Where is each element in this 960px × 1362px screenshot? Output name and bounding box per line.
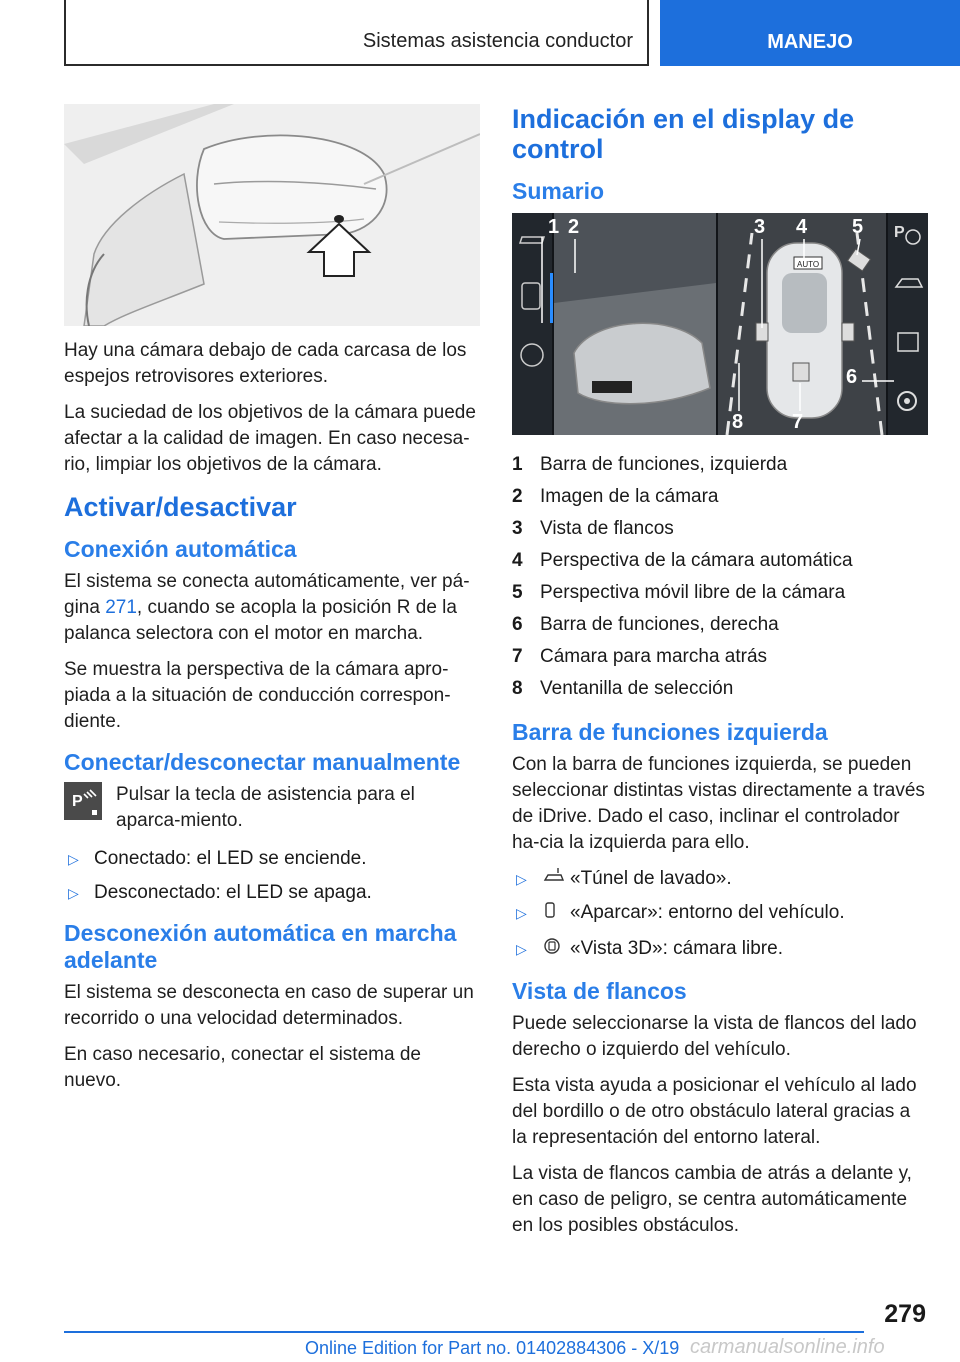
- paragraph-reconnect: En caso necesario, conectar el sistema de nuevo.: [64, 1044, 421, 1091]
- heading-manual: Conectar/desconectar manualmente: [64, 749, 461, 775]
- parking-button-row: [64, 782, 482, 834]
- paragraph-flancos-select: Puede seleccionarse la vista de flancos del lado derecho o izquierdo del vehículo.: [512, 1013, 917, 1060]
- watermark: carmanualsonline.info: [690, 1336, 885, 1358]
- control-display-figure: [512, 213, 928, 435]
- list-item: ▷ Conectado: el LED se enciende.: [64, 846, 482, 872]
- heading-sumario: Sumario: [512, 178, 605, 204]
- display-label-7: 7: [792, 411, 804, 433]
- header-box: [64, 0, 649, 66]
- heading-vista-flancos: Vista de flancos: [512, 978, 687, 1004]
- paragraph-flancos-change: La vista de flancos cambia de atrás a delante y, en caso de peligro, se centra automáticamente en los posibles obstáculos.: [512, 1163, 912, 1236]
- list-item: 5 Perspectiva móvil libre de la cámara: [512, 582, 846, 603]
- bullet-triangle-icon: ▷: [516, 871, 527, 887]
- paragraph-auto-connect: El sistema se conecta automáticamente, ver pá-gina 271, cuando se acopla la posición R de la palanca selectora con el motor en marcha.: [64, 571, 470, 644]
- paragraph-barra: Con la barra de funciones izquierda, se pueden seleccionar distintas vistas directamente a través de iDrive. Dado el caso, inclinar el controlador ha-cia la izquierda para ello.: [512, 754, 925, 853]
- display-label-2: 2: [568, 216, 580, 238]
- footer-edition: Online Edition for Part no. 01402884306 - X/19: [305, 1338, 680, 1358]
- display-label-3: 3: [754, 216, 766, 238]
- view-3d-icon: [542, 936, 570, 964]
- list-item: ▷ Desconectado: el LED se apaga.: [64, 880, 482, 906]
- list-item: ▷ «Túnel de lavado».: [512, 866, 930, 892]
- heading-conexion-automatica: Conexión automática: [64, 536, 297, 562]
- list-item: 8 Ventanilla de selección: [512, 678, 734, 699]
- legend-list: [512, 449, 930, 705]
- display-label-1: 1: [548, 216, 560, 238]
- paragraph-perspective: Se muestra la perspectiva de la cámara apro-piada a la situación de conducción correspon-diente.: [64, 659, 451, 732]
- display-label-6: 6: [846, 366, 858, 388]
- parking-assist-button-icon: [64, 782, 102, 820]
- list-item: 4 Perspectiva de la cámara automática: [512, 550, 853, 571]
- list-item: ▷ «Aparcar»: entorno del vehículo.: [512, 900, 930, 928]
- svg-text:P: P: [894, 224, 905, 241]
- heading-barra-izquierda: Barra de funciones izquierda: [512, 719, 828, 745]
- display-auto-badge: AUTO: [797, 260, 820, 269]
- paragraph-press-button: Pulsar la tecla de asistencia para el aparca-miento.: [116, 784, 415, 831]
- display-label-8: 8: [732, 411, 744, 433]
- chapter-tab[interactable]: MANEJO: [660, 0, 960, 66]
- heading-indicacion: Indicación en el display de control: [512, 104, 855, 164]
- bullet-triangle-icon: ▷: [68, 851, 79, 867]
- list-item: ▷ «Vista 3D»: cámara libre.: [512, 936, 930, 964]
- page-link-271[interactable]: 271: [105, 597, 137, 618]
- display-illustration: [512, 213, 928, 435]
- parking-view-icon: [542, 900, 570, 928]
- list-item: 3 Vista de flancos: [512, 518, 674, 539]
- bullet-triangle-icon: ▷: [516, 941, 527, 957]
- bullet-triangle-icon: ▷: [68, 885, 79, 901]
- car-wash-icon: [542, 866, 570, 892]
- display-label-5: 5: [852, 216, 864, 238]
- list-item: 6 Barra de funciones, derecha: [512, 614, 779, 635]
- right-column: [512, 104, 930, 1249]
- paragraph-dirt-warning: La suciedad de los objetivos de la cámara puede afectar a la calidad de imagen. En caso necesa-rio, limpiar los objetivos de la cámara.: [64, 402, 476, 475]
- paragraph-auto-disconnect: El sistema se desconecta en caso de superar un recorrido o una velocidad determinados.: [64, 982, 474, 1029]
- left-column: [64, 104, 482, 1104]
- footer-divider: [64, 1331, 864, 1333]
- mirror-camera-figure: [64, 104, 480, 326]
- heading-activar: Activar/desactivar: [64, 492, 297, 522]
- page-number: 279: [884, 1300, 926, 1328]
- display-label-4: 4: [796, 216, 808, 238]
- svg-text:P: P: [72, 793, 83, 810]
- section-title: Sistemas asistencia conductor: [362, 30, 633, 52]
- paragraph-camera-location: Hay una cámara debajo de cada carcasa de los espejos retrovisores exteriores.: [64, 340, 467, 387]
- list-item: 2 Imagen de la cámara: [512, 486, 719, 507]
- list-item: 7 Cámara para marcha atrás: [512, 646, 768, 667]
- bullet-triangle-icon: ▷: [516, 905, 527, 921]
- heading-desconexion: Desconexión automática en marcha adelante: [64, 920, 457, 973]
- list-item: 1 Barra de funciones, izquierda: [512, 454, 788, 475]
- paragraph-flancos-help: Esta vista ayuda a posicionar el vehículo al lado del bordillo o de otro obstáculo lateral gracias a la representación del entorno lateral.: [512, 1075, 917, 1148]
- mirror-illustration: [64, 104, 480, 326]
